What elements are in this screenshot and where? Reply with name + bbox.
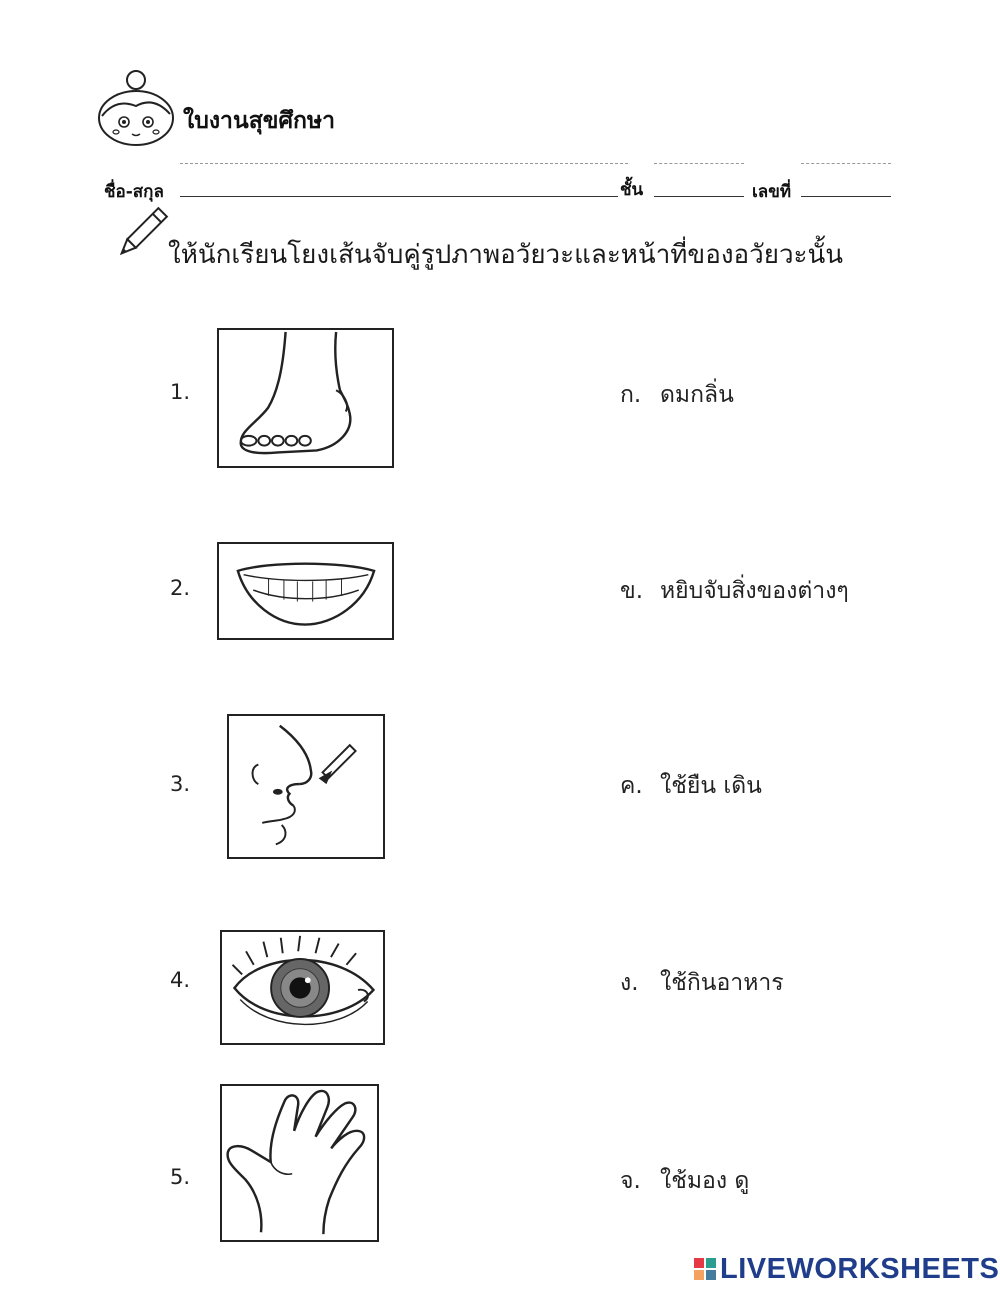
answer-letter: ข. — [620, 578, 644, 604]
answer-text: ใช้กินอาหาร — [660, 970, 784, 996]
answer-ko[interactable] — [620, 377, 734, 413]
answer-letter: ก. — [620, 382, 642, 408]
item-number-5: 5. — [170, 1165, 191, 1189]
hand-icon — [222, 1086, 377, 1240]
answer-kho-khwai[interactable] — [620, 768, 762, 804]
liveworksheets-logo-icon — [693, 1257, 717, 1281]
name-field[interactable] — [180, 196, 618, 197]
item-number-4: 4. — [170, 968, 191, 992]
nose-icon — [229, 716, 383, 857]
answer-text: ดมกลิ่น — [660, 382, 734, 408]
class-field[interactable] — [654, 196, 744, 197]
name-label: ชื่อ-สกุล — [104, 182, 164, 202]
liveworksheets-watermark — [693, 1251, 999, 1287]
item-number-1: 1. — [170, 380, 191, 404]
class-guide-line — [654, 163, 744, 164]
instruction-text: ให้นักเรียนโยงเส้นจับคู่รูปภาพอวัยวะและหน้าที่ของอวัยวะนั้น — [168, 240, 844, 270]
number-guide-line — [801, 163, 891, 164]
girl-face-logo-icon — [96, 68, 186, 148]
item-number-3: 3. — [170, 772, 191, 796]
answer-text: ใช้ยืน เดิน — [660, 773, 762, 799]
class-label: ชั้น — [620, 180, 644, 200]
answer-letter: ค. — [620, 773, 643, 799]
name-guide-line — [180, 163, 628, 164]
answer-cho[interactable] — [620, 1163, 749, 1199]
answer-kho[interactable] — [620, 573, 849, 609]
worksheet-title: ใบงานสุขศึกษา — [183, 108, 336, 134]
image-box-2[interactable] — [217, 542, 394, 640]
eye-icon — [222, 932, 383, 1043]
number-label: เลขที่ — [752, 182, 792, 202]
item-number-2: 2. — [170, 576, 191, 600]
number-field[interactable] — [801, 196, 891, 197]
image-box-1[interactable] — [217, 328, 394, 468]
answer-text: ใช้มอง ดู — [660, 1168, 750, 1194]
answer-text: หยิบจับสิ่งของต่างๆ — [660, 578, 849, 604]
answer-ngo[interactable] — [620, 965, 784, 1001]
watermark-text: LIVEWORKSHEETS — [720, 1252, 1000, 1285]
image-box-4[interactable] — [220, 930, 385, 1045]
answer-letter: จ. — [620, 1168, 641, 1194]
image-box-3[interactable] — [227, 714, 385, 859]
mouth-icon — [219, 544, 392, 638]
pencil-icon — [110, 205, 170, 265]
answer-letter: ง. — [620, 970, 639, 996]
foot-icon — [219, 330, 392, 466]
image-box-5[interactable] — [220, 1084, 379, 1242]
